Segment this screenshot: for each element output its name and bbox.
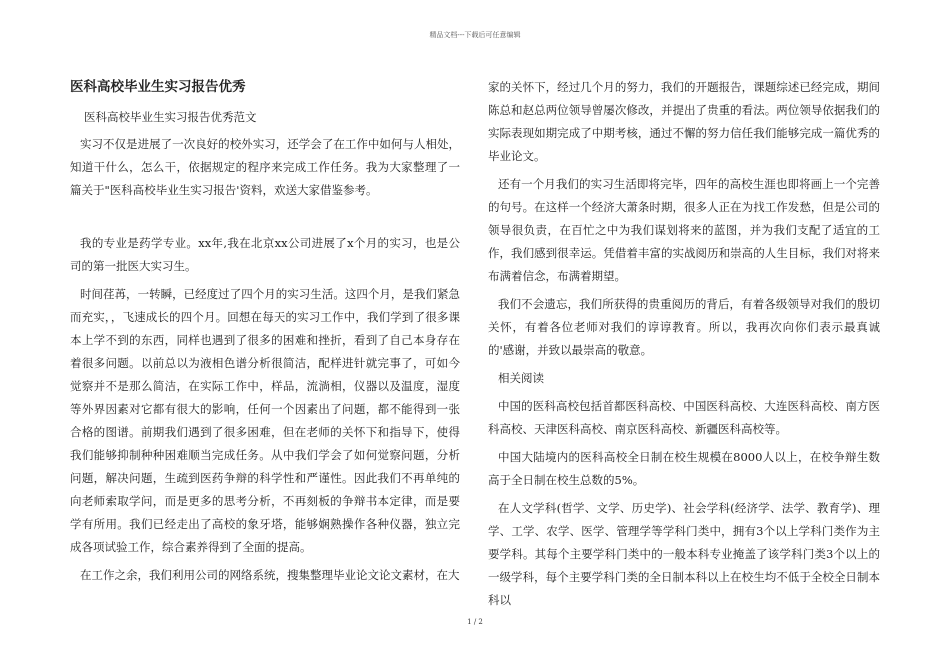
paragraph: 还有一个月我们的实习生活即将完毕，四年的高校生涯也即将画上一个完善的句号。在这样一个经济大萧条时期，很多人正在为找工作发愁，但是公司的领导很负责，在百忙之中为我们谋划将来的蓝图，并为我们支配了适宜的工作，我们感到很幸运。凭借着丰富的实战阅历和崇高的人生目标，我们对将来布满着信念，布满着期望。 (488, 177, 880, 283)
left-column (70, 76, 460, 592)
paragraph: 家的关怀下，经过几个月的努力，我们的开题报告，课题综述已经完成，期间陈总和赵总两位领导曾屡次修改，并提出了贵重的看法。两位领导依据我们的实际表现如期完成了中期考核，通过不懈的努力信任我们能够完成一篇优秀的毕业论文。 (488, 80, 880, 163)
paragraph: 实习不仅是进展了一次良好的校外实习，还学会了在工作中如何与人相处，知道干什么，怎么干，依据规定的程序来完成工作任务。我为大家整理了一篇关于"医科高校毕业生实习报告'资料，欢送大家借鉴参考。 (70, 137, 460, 197)
paragraph: 在人文学科(哲学、文学、历史学)、社会学科(经济学、法学、教育学)、理学、工学、农学、医学、管理学等学科门类中，拥有3个以上学科门类作为主要学科。其每个主要学科门类中的一般本科专业掩盖了该学科门类3个以上的一级学科，每个主要学科门类的全日制本科以上在校生均不低于全校全日制本科以 (488, 501, 880, 607)
paragraph: 时间荏苒，一转瞬，已经度过了四个月的实习生活。这四个月，是我们紧急而充实，，飞速成长的四个月。回想在每天的实习工作中，我们学到了很多课本上学不到的东西，同样也遇到了很多的困难和挫折，看到了自己本身存在着很多问题。以前总以为液相色谱分析很简洁，配样进针就完事了，可如今觉察并不是那么简洁，在实际工作中，样品，流淌相，仪器以及温度，湿度等外界因素对它都有很大的影响，任何一个因素出了问题，都不能得到一张合格的图谱。前期我们遇到了很多困难，但在老师的关怀下和指导下，使得我们能够抑制种种困难顺当完成任务。从中我们学会了如何觉察问题，分析问题，解决问题，生疏到医药争辩的科学性和严谨性。因此我们不再单纯的向老师索取学问，而是更多的思考分析，不再刻板的争辩书本定律，而是要学有所用。我们已经走出了高校的象牙塔，能够娴熟操作各种仪器，独立完成各项试验工作，综合素养得到了全面的提高。 (70, 287, 460, 554)
page-header: 精品文档---下载后可任意编辑 (429, 31, 521, 39)
spacer (70, 207, 460, 232)
section-heading: 相关阅读 (498, 371, 544, 385)
page-number: 1 / 2 (467, 618, 483, 626)
paragraph: 中国的医科高校包括首都医科高校、中国医科高校、大连医科高校、南方医科高校、天津医科高校、南京医科高校、新疆医科高校等。 (488, 399, 880, 436)
document-subtitle: 医科高校毕业生实习报告优秀范文 (84, 110, 257, 124)
paragraph: 我的专业是药学专业。xx年,我在北京xx公司进展了x个月的实习，也是公司的第一批医大实习生。 (70, 236, 460, 273)
paragraph: 中国大陆境内的医科高校全日制在校生规模在8000人以上，在校争辩生数高于全日制在校生总数的5%。 (488, 450, 880, 487)
paragraph: 我们不会遗忘，我们所获得的贵重阅历的背后，有着各级领导对我们的殷切关怀，有着各位老师对我们的谆谆教育。所以，我再次向你们表示最真诚的'感谢，并致以最崇高的敬意。 (488, 297, 880, 357)
document-title: 医科高校毕业生实习报告优秀 (70, 79, 246, 95)
right-column (488, 76, 880, 617)
paragraph: 在工作之余，我们利用公司的网络系统，搜集整理毕业论文论文素材，在大 (80, 568, 460, 582)
